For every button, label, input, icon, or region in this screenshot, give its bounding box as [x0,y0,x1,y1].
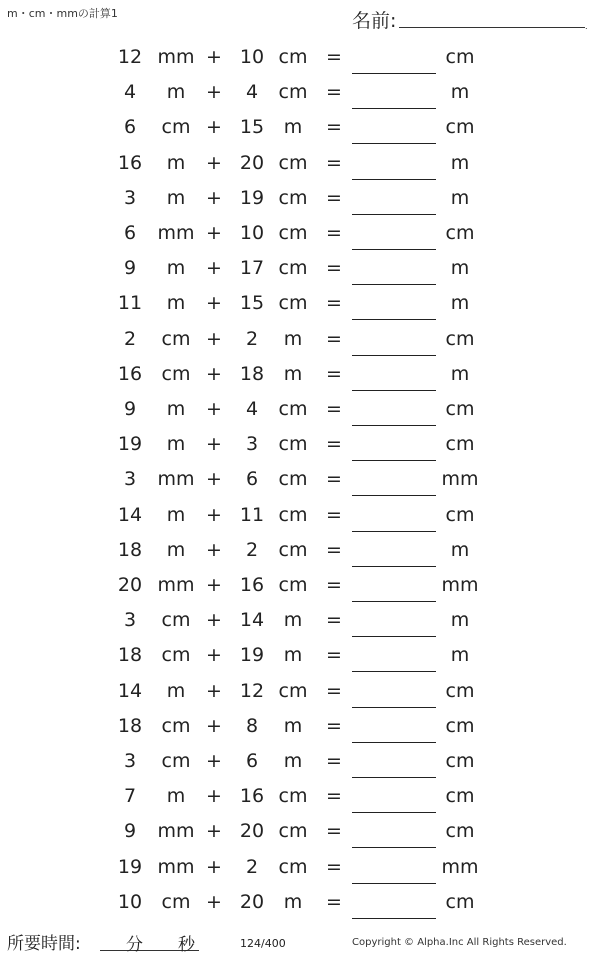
result-unit: cm [445,750,475,772]
first-unit: cm [161,890,191,913]
problem-row [0,110,600,145]
answer-field[interactable] [352,533,436,567]
second-number: 12 [239,679,265,702]
second-number: 11 [239,503,265,526]
second-unit: m [283,327,303,350]
equals-sign: = [326,222,342,244]
result-unit: cm [445,714,475,737]
second-unit: cm [278,785,308,808]
equals-sign: = [326,714,342,737]
first-unit: mm [157,468,195,491]
problem-row [0,498,600,533]
answer-field[interactable] [352,40,436,74]
problem-row [0,427,600,462]
plus-sign: + [206,116,222,139]
first-number: 3 [123,750,137,772]
second-number: 2 [245,538,259,561]
second-unit: cm [278,46,308,68]
first-number: 3 [123,468,137,491]
answer-field[interactable] [352,814,436,848]
second-number: 6 [245,750,259,772]
equals-sign: = [326,116,342,139]
first-number: 7 [123,785,137,808]
problem-row [0,216,600,251]
answer-field[interactable] [352,146,436,180]
result-unit: m [450,151,470,174]
answer-field[interactable] [352,498,436,532]
first-unit: mm [157,574,195,596]
second-unit: cm [278,679,308,702]
plus-sign: + [206,46,222,68]
second-number: 20 [239,151,265,174]
second-unit: cm [278,855,308,878]
first-number: 16 [117,151,143,174]
second-number: 10 [239,222,265,244]
answer-field[interactable] [352,286,436,320]
plus-sign: + [206,538,222,561]
result-unit: m [450,292,470,315]
first-number: 3 [123,609,137,632]
plus-sign: + [206,890,222,913]
first-unit: mm [157,222,195,244]
result-unit: m [450,538,470,561]
first-unit: mm [157,855,195,878]
plus-sign: + [206,222,222,244]
plus-sign: + [206,362,222,385]
result-unit: cm [445,820,475,843]
first-number: 4 [123,81,137,104]
second-unit: cm [278,468,308,491]
equals-sign: = [326,538,342,561]
second-unit: cm [278,186,308,209]
equals-sign: = [326,327,342,350]
second-unit: cm [278,151,308,174]
first-number: 20 [117,574,143,596]
name-field[interactable] [399,27,585,28]
first-number: 16 [117,362,143,385]
plus-sign: + [206,433,222,456]
problem-row [0,392,600,427]
problem-row [0,603,600,638]
plus-sign: + [206,398,222,420]
result-unit: cm [445,398,475,420]
problem-row [0,251,600,286]
equals-sign: = [326,362,342,385]
problem-row [0,462,600,497]
first-unit: m [166,503,186,526]
second-number: 2 [245,327,259,350]
plus-sign: + [206,292,222,315]
equals-sign: = [326,820,342,843]
first-unit: m [166,151,186,174]
name-dot: . [585,22,588,31]
result-unit: cm [445,222,475,244]
first-unit: m [166,679,186,702]
plus-sign: + [206,574,222,596]
answer-field[interactable] [352,744,436,778]
result-unit: m [450,362,470,385]
answer-field[interactable] [352,850,436,884]
equals-sign: = [326,186,342,209]
problem-row [0,568,600,603]
plus-sign: + [206,750,222,772]
first-number: 2 [123,327,137,350]
second-number: 2 [245,855,259,878]
second-number: 20 [239,820,265,843]
first-number: 9 [123,820,137,843]
problem-row [0,322,600,357]
first-unit: m [166,257,186,280]
first-unit: cm [161,362,191,385]
answer-field[interactable] [352,216,436,250]
second-unit: cm [278,292,308,315]
second-number: 14 [239,609,265,632]
second-unit: m [283,890,303,913]
second-unit: cm [278,503,308,526]
plus-sign: + [206,503,222,526]
result-unit: cm [445,785,475,808]
first-number: 14 [117,679,143,702]
equals-sign: = [326,785,342,808]
problem-row [0,850,600,885]
first-number: 14 [117,503,143,526]
problem-row [0,146,600,181]
equals-sign: = [326,46,342,68]
second-unit: cm [278,820,308,843]
answer-field[interactable] [352,110,436,144]
result-unit: cm [445,327,475,350]
answer-field[interactable] [352,603,436,637]
plus-sign: + [206,609,222,632]
result-unit: m [450,186,470,209]
problem-row [0,885,600,920]
first-number: 18 [117,538,143,561]
second-number: 19 [239,186,265,209]
result-unit: m [450,81,470,104]
second-unit: m [283,714,303,737]
equals-sign: = [326,679,342,702]
answer-field[interactable] [352,779,436,813]
result-unit: cm [445,433,475,456]
problem-row [0,75,600,110]
second-number: 3 [245,433,259,456]
problem-row [0,638,600,673]
first-unit: cm [161,327,191,350]
problem-row [0,744,600,779]
problem-row [0,779,600,814]
equals-sign: = [326,433,342,456]
first-unit: m [166,292,186,315]
seconds-label: 秒 [178,935,195,955]
first-unit: m [166,81,186,104]
result-unit: cm [445,503,475,526]
equals-sign: = [326,574,342,596]
plus-sign: + [206,820,222,843]
answer-field[interactable] [352,251,436,285]
first-number: 9 [123,257,137,280]
first-unit: cm [161,116,191,139]
second-number: 16 [239,785,265,808]
second-unit: m [283,116,303,139]
second-number: 4 [245,398,259,420]
problem-row [0,181,600,216]
result-unit: mm [441,468,479,491]
result-unit: mm [441,855,479,878]
first-unit: mm [157,820,195,843]
equals-sign: = [326,609,342,632]
problem-row [0,533,600,568]
plus-sign: + [206,785,222,808]
second-unit: cm [278,574,308,596]
equals-sign: = [326,644,342,667]
problem-row [0,709,600,744]
equals-sign: = [326,151,342,174]
second-number: 19 [239,644,265,667]
answer-field[interactable] [352,638,436,672]
result-unit: m [450,609,470,632]
result-unit: cm [445,679,475,702]
second-number: 20 [239,890,265,913]
plus-sign: + [206,468,222,491]
equals-sign: = [326,750,342,772]
second-unit: cm [278,257,308,280]
equals-sign: = [326,292,342,315]
second-number: 16 [239,574,265,596]
first-unit: cm [161,714,191,737]
result-unit: m [450,257,470,280]
plus-sign: + [206,257,222,280]
first-unit: mm [157,46,195,68]
first-unit: m [166,785,186,808]
answer-field[interactable] [352,357,436,391]
first-number: 9 [123,398,137,420]
result-unit: m [450,644,470,667]
equals-sign: = [326,890,342,913]
first-number: 19 [117,855,143,878]
answer-field[interactable] [352,462,436,496]
second-number: 4 [245,81,259,104]
first-number: 19 [117,433,143,456]
result-unit: mm [441,574,479,596]
result-unit: cm [445,890,475,913]
first-number: 11 [117,292,143,315]
answer-field[interactable] [352,674,436,708]
answer-field[interactable] [352,427,436,461]
second-unit: cm [278,433,308,456]
plus-sign: + [206,679,222,702]
second-unit: cm [278,222,308,244]
first-number: 6 [123,222,137,244]
minutes-label: 分 [126,935,143,955]
second-unit: cm [278,538,308,561]
time-label: 所要時間: [7,934,81,954]
second-unit: m [283,750,303,772]
answer-field[interactable] [352,181,436,215]
worksheet-title: m・cm・mmの計算1 [7,7,118,20]
plus-sign: + [206,855,222,878]
second-number: 10 [239,46,265,68]
problem-row [0,357,600,392]
first-number: 3 [123,186,137,209]
second-unit: m [283,644,303,667]
answer-field[interactable] [352,392,436,426]
first-number: 18 [117,714,143,737]
first-unit: cm [161,609,191,632]
first-unit: cm [161,644,191,667]
answer-field[interactable] [352,709,436,743]
plus-sign: + [206,327,222,350]
second-unit: cm [278,81,308,104]
second-unit: cm [278,398,308,420]
problem-row [0,814,600,849]
problem-row [0,674,600,709]
first-number: 18 [117,644,143,667]
answer-field[interactable] [352,885,436,919]
plus-sign: + [206,151,222,174]
answer-field[interactable] [352,322,436,356]
answer-field[interactable] [352,75,436,109]
second-number: 8 [245,714,259,737]
second-unit: m [283,609,303,632]
equals-sign: = [326,503,342,526]
equals-sign: = [326,468,342,491]
first-number: 12 [117,46,143,68]
copyright: Copyright © Alpha.Inc All Rights Reserved. [352,937,567,948]
second-unit: m [283,362,303,385]
first-unit: m [166,398,186,420]
second-number: 15 [239,116,265,139]
problem-row [0,286,600,321]
first-number: 10 [117,890,143,913]
second-number: 6 [245,468,259,491]
second-number: 18 [239,362,265,385]
equals-sign: = [326,257,342,280]
plus-sign: + [206,714,222,737]
first-unit: cm [161,750,191,772]
equals-sign: = [326,398,342,420]
result-unit: cm [445,46,475,68]
name-area [352,6,588,30]
equals-sign: = [326,855,342,878]
plus-sign: + [206,186,222,209]
answer-field[interactable] [352,568,436,602]
plus-sign: + [206,644,222,667]
first-unit: m [166,433,186,456]
equals-sign: = [326,81,342,104]
first-number: 6 [123,116,137,139]
second-number: 17 [239,257,265,280]
first-unit: m [166,538,186,561]
second-number: 15 [239,292,265,315]
problem-row [0,40,600,75]
first-unit: m [166,186,186,209]
page-number: 124/400 [240,937,286,950]
name-label: 名前: [352,10,397,32]
plus-sign: + [206,81,222,104]
result-unit: cm [445,116,475,139]
